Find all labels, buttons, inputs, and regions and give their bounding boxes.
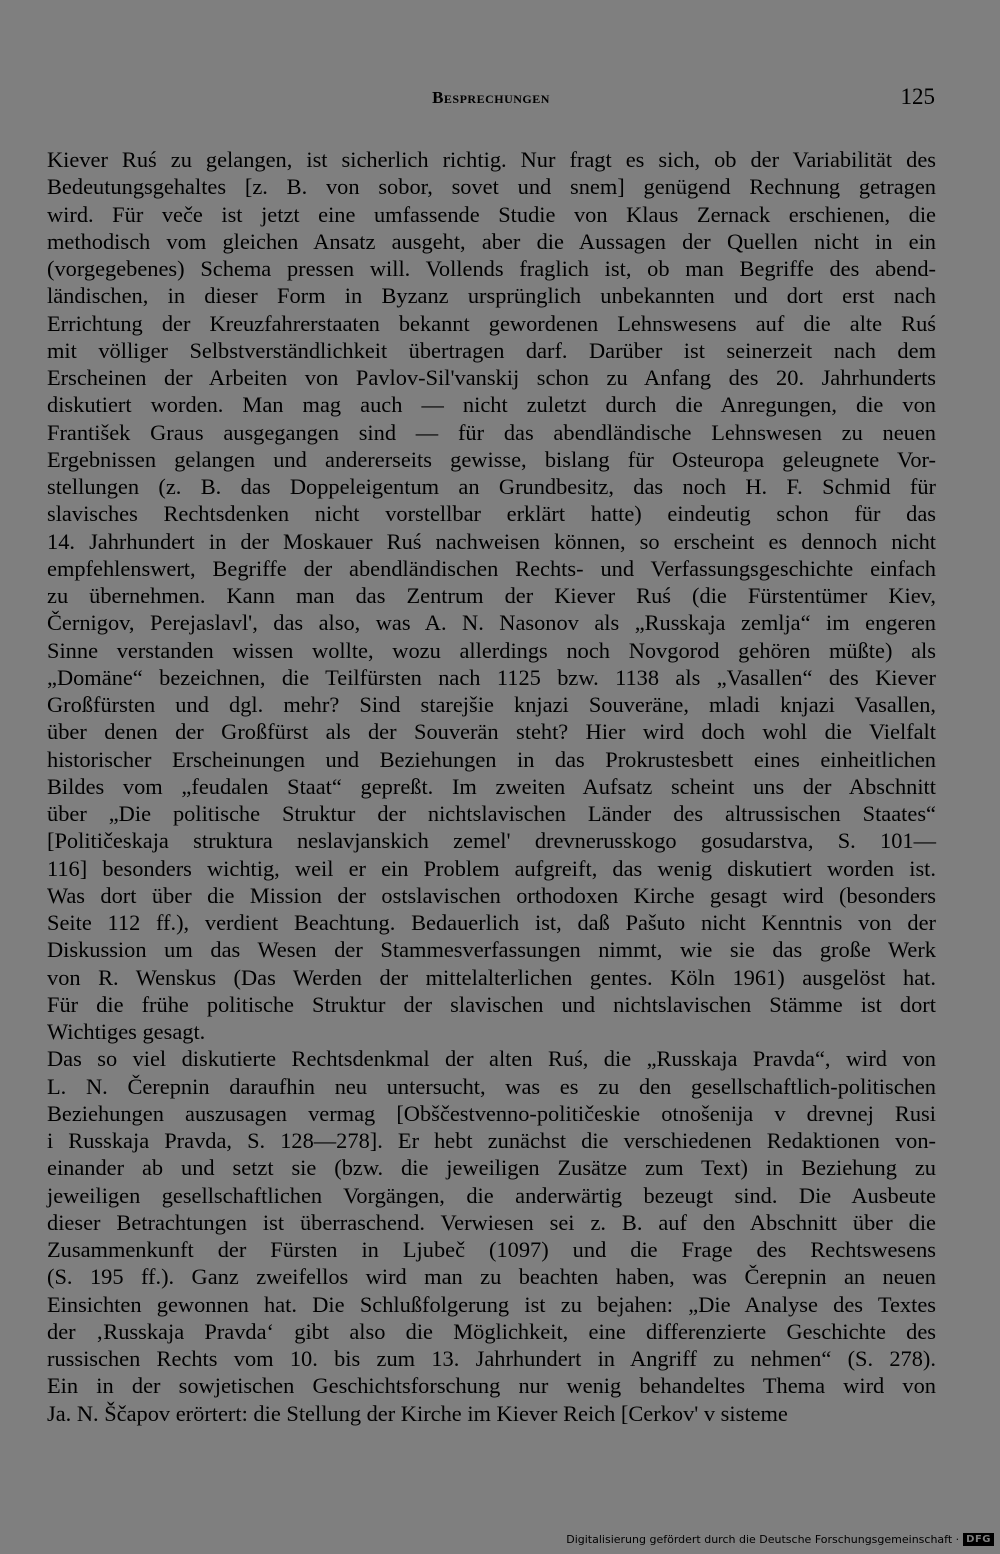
text-line: Sinne verstanden wissen wollte, wozu allerdings noch Novgorod gehören müßte) als bbox=[47, 637, 936, 663]
text-line: wird. Für veče ist jetzt eine umfassende Studie von Klaus Zernack erschienen, die bbox=[47, 201, 936, 227]
text-line: Seite 112 ff.), verdient Beachtung. Bedauerlich ist, daß Pašuto nicht Kenntnis von der bbox=[47, 910, 936, 935]
text-line: Was dort über die Mission der ostslavischen orthodoxen Kirche gesagt wird (besonders bbox=[47, 882, 936, 908]
credit-text: Digitalisierung gefördert durch die Deutsche Forschungsgemeinschaft · bbox=[566, 1533, 960, 1546]
text-line: [Političeskaja struktura neslavjanskich zemel' drevnerusskogo gosudarstva, S. 101— bbox=[47, 828, 936, 854]
text-line: von R. Wenskus (Das Werden der mittelalterlichen gentes. Köln 1961) ausgelöst hat. bbox=[47, 964, 936, 990]
text-line: Das so viel diskutierte Rechtsdenkmal der alten Ruś, die „Russkaja Pravda“, wird von bbox=[47, 1046, 936, 1072]
text-line: stellungen (z. B. das Doppeleigentum an Grundbesitz, das noch H. F. Schmid für bbox=[47, 474, 936, 499]
text-line: über „Die politische Struktur der nichtslavischen Länder des altrussischen Staates“ bbox=[47, 801, 936, 826]
text-line: dieser Betrachtungen ist überraschend. Verwiesen sei z. B. auf den Abschnitt über die bbox=[47, 1209, 936, 1235]
text-line: historischer Erscheinungen und Beziehungen in das Prokrustesbett eines einheitlichen bbox=[47, 746, 936, 772]
dfg-logo: DFG bbox=[963, 1533, 994, 1546]
text-line: Errichtung der Kreuzfahrerstaaten bekannt gewordenen Lehnswesens auf die alte Ruś bbox=[47, 310, 936, 336]
text-line: zu übernehmen. Kann man das Zentrum der Kiever Ruś (die Fürstentümer Kiev, bbox=[47, 583, 936, 608]
text-line: Großfürsten und dgl. mehr? Sind starejšie knjazi Souveräne, mladi knjazi Vasallen, bbox=[47, 692, 936, 717]
text-line: diskutiert worden. Man mag auch — nicht zuletzt durch die Anregungen, die von bbox=[47, 392, 936, 418]
body-text bbox=[47, 146, 936, 1427]
text-line: Zusammenkunft der Fürsten in Ljubeč (1097) und die Frage des Rechtswesens bbox=[47, 1237, 936, 1262]
text-line: (S. 195 ff.). Ganz zweifellos wird man zu beachten haben, was Čerepnin an neuen bbox=[47, 1264, 936, 1290]
text-line: mit völliger Selbstverständlichkeit übertragen darf. Darüber ist seinerzeit nach dem bbox=[47, 337, 936, 363]
text-line: Für die frühe politische Struktur der slavischen und nichtslavischen Stämme ist dort bbox=[47, 991, 936, 1017]
text-line: über denen der Großfürst als der Souverän steht? Hier wird doch wohl die Vielfalt bbox=[47, 719, 936, 745]
text-line: Ein in der sowjetischen Geschichtsforschung nur wenig behandeltes Thema wird von bbox=[47, 1373, 936, 1399]
text-line: einander ab und setzt sie (bzw. die jeweiligen Zusätze zum Text) in Beziehung zu bbox=[47, 1155, 936, 1181]
digitization-credit bbox=[566, 1533, 994, 1546]
page-number: 125 bbox=[900, 84, 935, 109]
text-line: Kiever Ruś zu gelangen, ist sicherlich richtig. Nur fragt es sich, ob der Variabilität des bbox=[47, 147, 936, 172]
text-line: methodisch vom gleichen Ansatz ausgeht, aber die Aussagen der Quellen nicht in ein bbox=[47, 228, 936, 254]
text-line: František Graus ausgegangen sind — für das abendländische Lehnswesen zu neuen bbox=[47, 419, 936, 445]
text-line: Erscheinen der Arbeiten von Pavlov-Sil'vanskij schon zu Anfang des 20. Jahrhunderts bbox=[47, 365, 936, 390]
text-line: ländischen, in dieser Form in Byzanz ursprünglich unbekannten und dort erst nach bbox=[47, 283, 936, 309]
text-line: 14. Jahrhundert in der Moskauer Ruś nachweisen können, so erscheint es dennoch nicht bbox=[47, 528, 936, 554]
page-header bbox=[47, 84, 935, 118]
text-line: der ‚Russkaja Pravda‘ gibt also die Möglichkeit, eine differenzierte Geschichte des bbox=[47, 1318, 936, 1344]
text-line: Wichtiges gesagt. bbox=[47, 1019, 206, 1044]
text-line: i Russkaja Pravda, S. 128—278]. Er hebt zunächst die verschiedenen Redaktionen von- bbox=[47, 1128, 936, 1153]
running-title: Besprechungen bbox=[432, 88, 550, 107]
text-line: Diskussion um das Wesen der Stammesverfassungen nimmt, wie sie das große Werk bbox=[47, 937, 936, 963]
text-line: Bedeutungsgehaltes [z. B. von sobor, sovet und snem] genügend Rechnung getragen bbox=[47, 174, 936, 200]
text-line: slavisches Rechtsdenken nicht vorstellbar erklärt hatte) eindeutig schon für das bbox=[47, 501, 936, 527]
text-line: Ja. N. Ščapov erörtert: die Stellung der Kirche im Kiever Reich [Cerkov' v sisteme bbox=[47, 1400, 788, 1426]
text-line: 116] besonders wichtig, weil er ein Problem aufgreift, das wenig diskutiert worden ist. bbox=[47, 855, 936, 881]
text-line: empfehlenswert, Begriffe der abendländischen Rechts- und Verfassungsgeschichte einfach bbox=[47, 555, 936, 581]
text-line: Ergebnissen gelangen und andererseits gewisse, bislang für Osteuropa geleugnete Vor- bbox=[47, 446, 936, 472]
text-line: Einsichten gewonnen hat. Die Schlußfolgerung ist zu bejahen: „Die Analyse des Textes bbox=[47, 1291, 936, 1317]
text-line: „Domäne“ bezeichnen, die Teilfürsten nach 1125 bzw. 1138 als „Vasallen“ des Kiever bbox=[47, 664, 936, 690]
text-line: Bildes vom „feudalen Staat“ gepreßt. Im zweiten Aufsatz scheint uns der Abschnitt bbox=[47, 773, 936, 799]
text-line: russischen Rechts vom 10. bis zum 13. Jahrhundert in Angriff zu nehmen“ (S. 278). bbox=[47, 1346, 936, 1371]
text-line: jeweiligen gesellschaftlichen Vorgängen, die anderwärtig bezeugt sind. Die Ausbeute bbox=[47, 1182, 936, 1208]
text-line: Beziehungen auszusagen vermag [Obščestvenno-političeskie otnošenija v drevnej Rusi bbox=[47, 1100, 936, 1126]
text-line: (vorgegebenes) Schema pressen will. Vollends fraglich ist, ob man Begriffe des abend- bbox=[47, 256, 936, 281]
text-line: Černigov, Perejaslavl', das also, was A. N. Nasonov als „Russkaja zemlja“ im engeren bbox=[47, 610, 936, 636]
text-line: L. N. Čerepnin daraufhin neu untersucht, was es zu den gesellschaftlich-politischen bbox=[47, 1073, 936, 1099]
